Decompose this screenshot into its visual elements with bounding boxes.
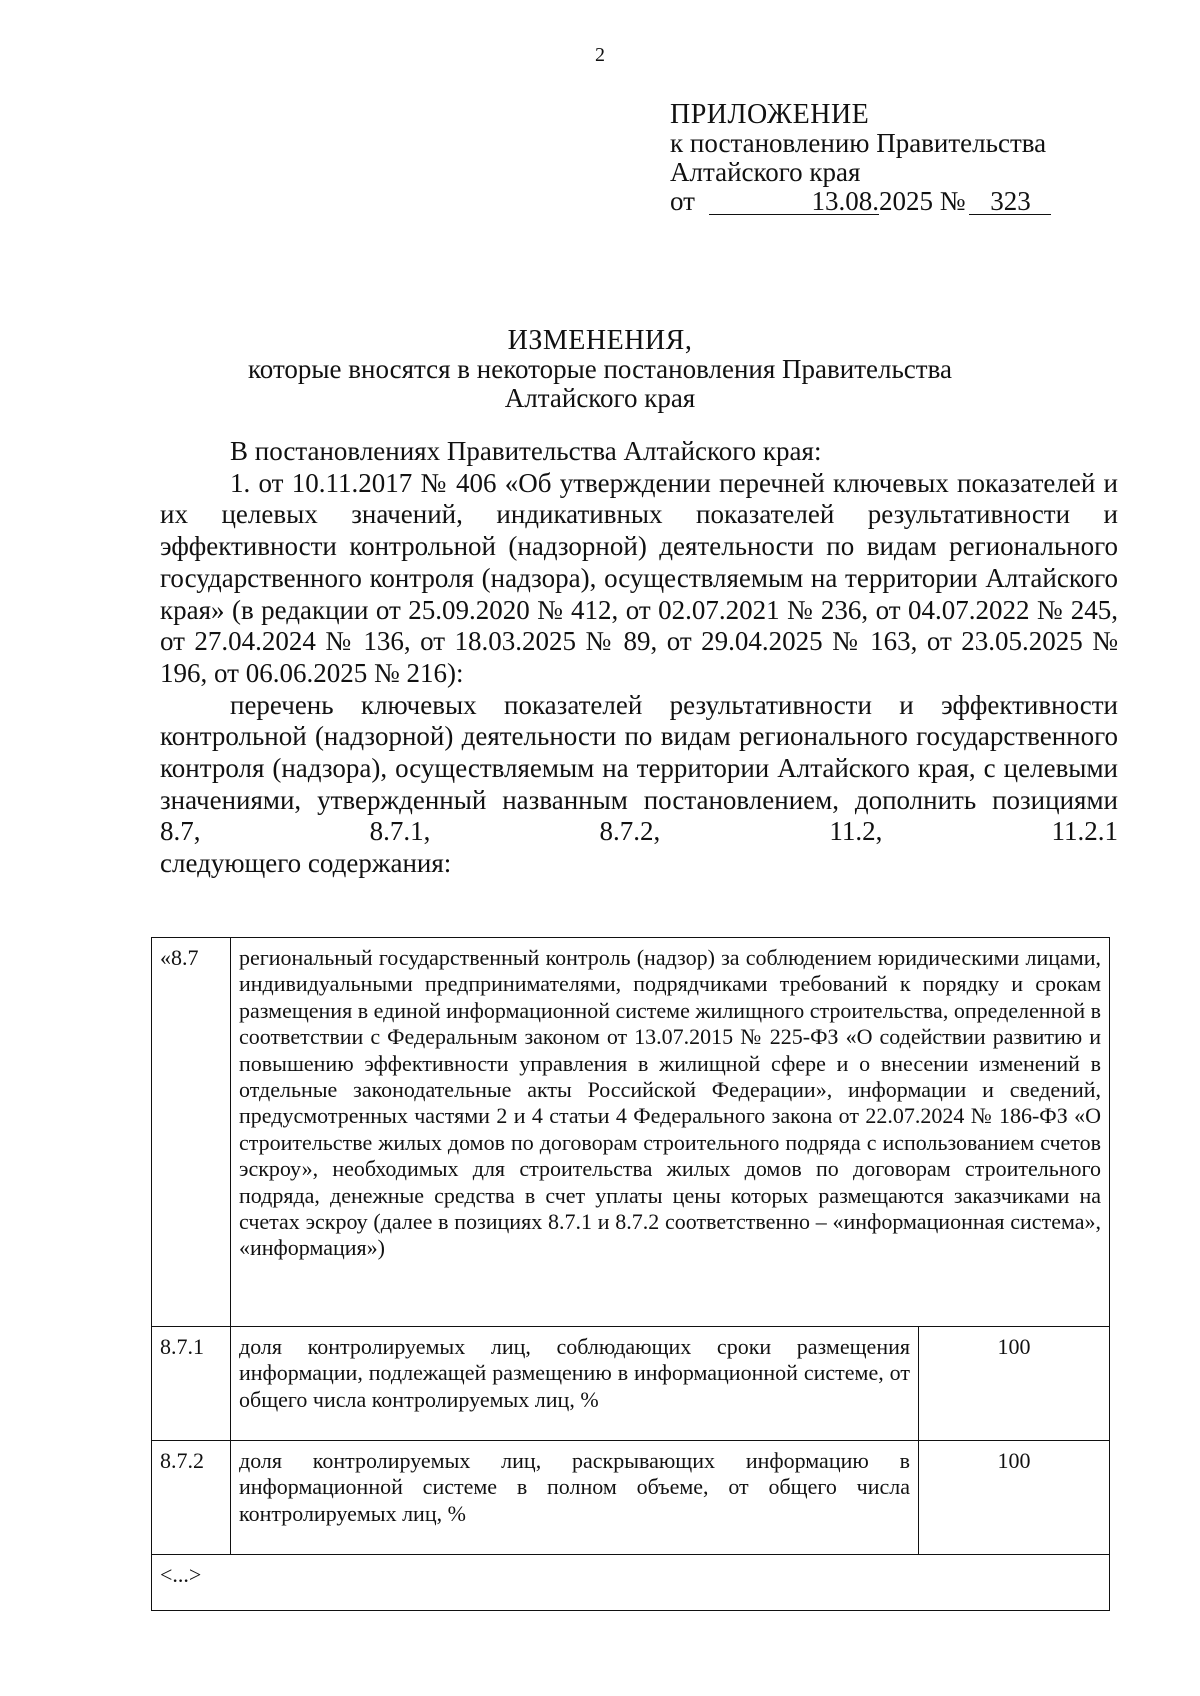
appendix-date-line [670, 187, 1051, 216]
resolution-date: 13.08. [709, 188, 879, 215]
row-value: 100 [919, 1327, 1110, 1441]
heading-subtitle-1: которые вносятся в некоторые постановления Правительства [248, 354, 952, 384]
document-body [160, 436, 1118, 880]
appendix-line-2: Алтайского края [670, 157, 861, 187]
row-code: 8.7.1 [152, 1327, 231, 1441]
changes-table [151, 937, 1110, 1611]
amendment-paragraph: перечень ключевых показателей результативности и эффективности контрольной (надзорной) деятельности по видам регионального государственного контроля (надзора), осуществляемым на территории Алтайского края, с целевыми значениями, утвержденный названным постановлением, дополнить позициями 8.7, 8.7.1, 8.7.2, 11.2, 11.2.1 [160, 689, 1118, 847]
appendix-title: ПРИЛОЖЕНИЕ [670, 99, 870, 130]
resolution-number: 323 [969, 188, 1051, 215]
heading-title: ИЗМЕНЕНИЯ, [507, 325, 693, 356]
table-row [152, 1441, 1110, 1555]
intro-paragraph: В постановлениях Правительства Алтайского края: [230, 436, 822, 466]
item-1-paragraph: 1. от 10.11.2017 № 406 «Об утверждении перечней ключевых показателей и их целевых значений, индикативных показателей результативности и эффективности контрольной (надзорной) деятельности по видам регионального государственного контроля (надзора), осуществляемым на территории Алтайского края» (в редакции от 25.09.2020 № 412, от 02.07.2021 № 236, от 04.07.2022 № 245, от 27.04.2024 № 136, от 18.03.2025 № 89, от 29.04.2025 № 163, от 23.05.2025 № 196, от 06.06.2025 № 216): [160, 467, 1118, 688]
row-text: доля контролируемых лиц, раскрывающих информацию в информационной системе в полном объеме, от общего числа контролируемых лиц, % [231, 1441, 919, 1555]
row-ellipsis: <...> [152, 1555, 1110, 1611]
row-value: 100 [919, 1441, 1110, 1555]
page-number: 2 [595, 44, 605, 66]
document-heading [0, 326, 1200, 413]
from-label: от [670, 186, 695, 216]
row-code: 8.7.2 [152, 1441, 231, 1555]
row-text: доля контролируемых лиц, соблюдающих сроки размещения информации, подлежащей размещению в информационной системе, от общего числа контролируемых лиц, % [231, 1327, 919, 1441]
row-code: «8.7 [152, 938, 231, 1327]
table-row [152, 938, 1110, 1327]
table-row [152, 1327, 1110, 1441]
row-text: региональный государственный контроль (надзор) за соблюдением юридическими лицами, индивидуальными предпринимателями, подрядчиками требований к порядку и срокам размещения в единой информационной системе жилищного строительства, определенной в соответствии с Федеральным законом от 13.07.2015 № 225-ФЗ «О содействии развитию и повышению эффективности управления в жилищной сфере и о внесении изменений в отдельные законодательные акты Российской Федерации», информации и сведений, предусмотренных частями 2 и 4 статьи 4 Федерального закона от 22.07.2024 № 186-ФЗ «О строительстве жилых домов по договорам строительного подряда с использованием счетов эскроу», необходимых для строительства жилых домов по договорам строительного подряда, денежные средства в счет уплаты цены которых размещаются заказчиками на счетах эскроу (далее в позициях 8.7.1 и 8.7.2 соответственно – «информационная система», «информация») [231, 938, 1110, 1327]
year-label: 2025 № [878, 186, 966, 216]
heading-subtitle-2: Алтайского края [504, 383, 696, 413]
appendix-line-1: к постановлению Правительства [670, 128, 1047, 158]
appendix-block [670, 100, 1051, 216]
table-row [152, 1555, 1110, 1611]
amendment-paragraph-end: следующего содержания: [160, 848, 452, 879]
